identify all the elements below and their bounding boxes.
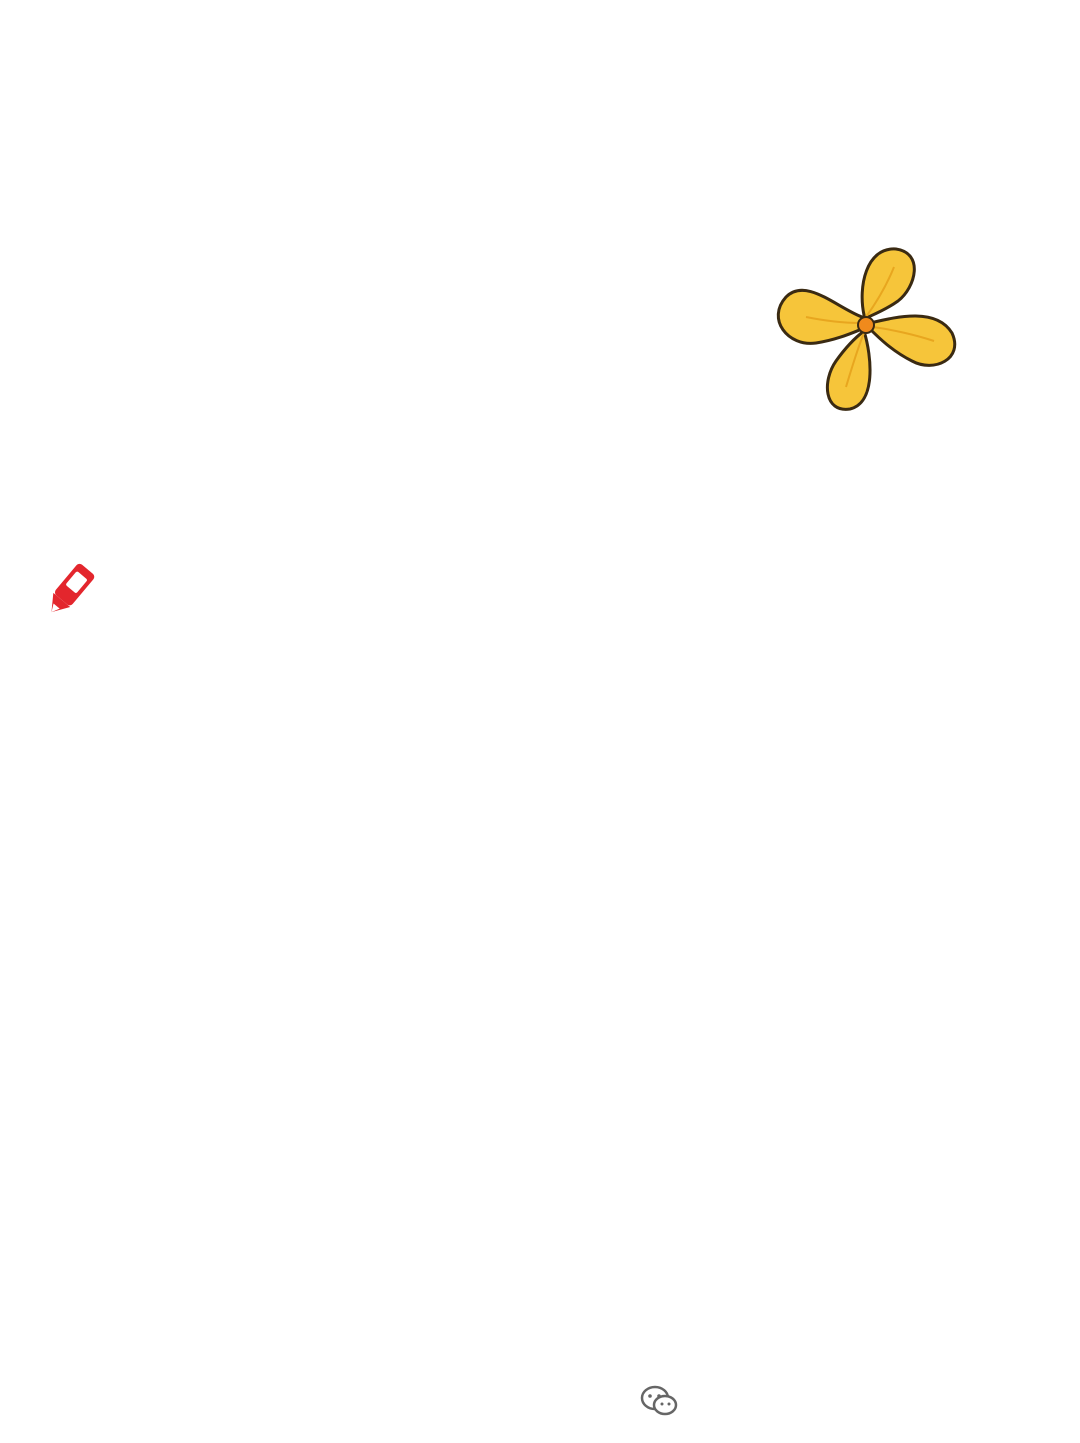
footer-watermark [640, 1380, 686, 1420]
flower-icon [766, 237, 966, 421]
pencil-icon [40, 562, 102, 622]
wechat-icon [640, 1385, 678, 1417]
